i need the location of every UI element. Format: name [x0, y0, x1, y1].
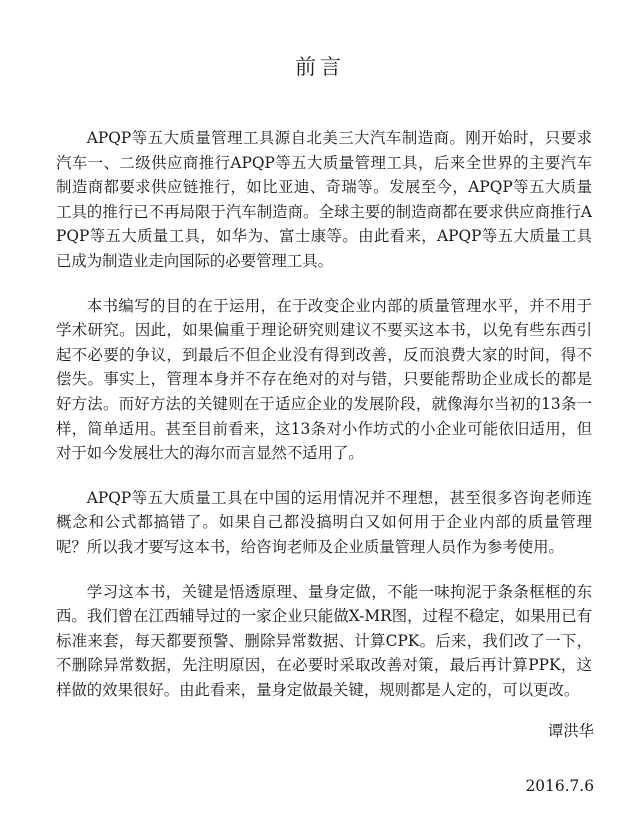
paragraph-4: 学习这本书，关键是悟透原理、量身定做，不能一味拘泥于条条框框的东西。我们曾在江西辅导过的一家企业只能做X-MR图，过程不稳定，如果用已有标准来套，每天都要预警、删除异常数据、计算CPK。后来，我们改了一下，不删除异常数据，先注明原因，在必要时采取改善对策，最后再计算PPK，这样做的效果很好。由此看来，量身定做最关键，规则都是人定的，可以更改。 — [56, 582, 592, 699]
author-signature: 谭洪华 — [547, 722, 594, 740]
signature-date: 2016.7.6 — [525, 777, 594, 795]
page-title: 前言 — [295, 55, 345, 79]
preface-body — [56, 126, 592, 722]
paragraph-1: APQP等五大质量管理工具源自北美三大汽车制造商。刚开始时，只要求汽车一、二级供应商推行APQP等五大质量管理工具，后来全世界的主要汽车制造商都要求供应链推行，如比亚迪、奇瑞等。发展至今，APQP等五大质量工具的推行已不再局限于汽车制造商。全球主要的制造商都在要求供应商推行APQP等五大质量工具，如华为、富士康等。由此看来，APQP等五大质量工具已成为制造业走向国际的必要管理工具。 — [56, 129, 592, 270]
paragraph-2: 本书编写的目的在于运用，在于改变企业内部的质量管理水平，并不用于学术研究。因此，如果偏重于理论研究则建议不要买这本书，以免有些东西引起不必要的争议，到最后不但企业没有得到改善，反而浪费大家的时间，得不偿失。事实上，管理本身并不存在绝对的对与错，只要能帮助企业成长的都是好方法。而好方法的关键则在于适应企业的发展阶段，就像海尔当初的13条一样，简单适用。甚至目前看来，这13条对小作坊式的小企业可能依旧适用，但对于如今发展壮大的海尔而言显然不适用了。 — [56, 296, 592, 463]
paragraph-3: APQP等五大质量工具在中国的运用情况并不理想，甚至很多咨询老师连概念和公式都搞错了。如果自己都没搞明白又如何用于企业内部的质量管理呢？所以我才要写这本书，给咨询老师及企业质量管理人员作为参考使用。 — [56, 488, 592, 556]
